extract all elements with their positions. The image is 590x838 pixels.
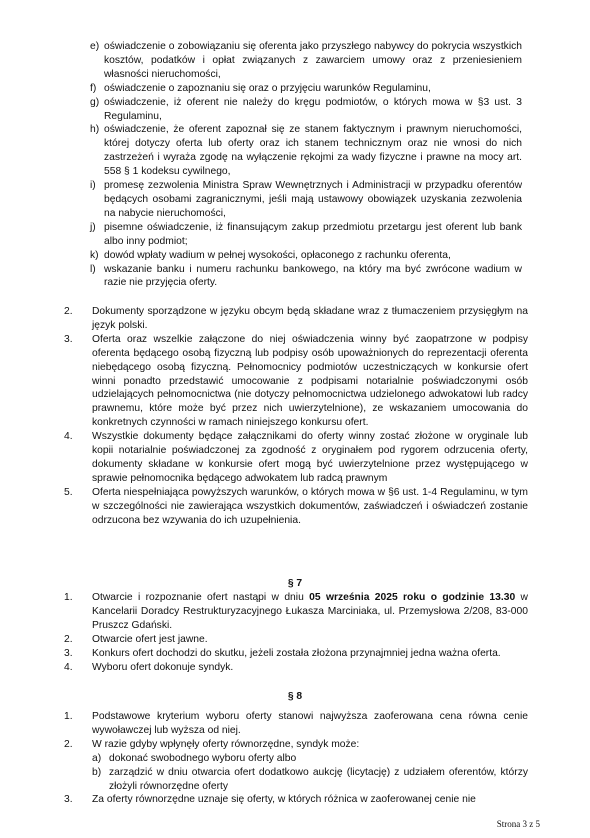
list-marker: 2. [64,738,73,750]
list-item-text: Dokumenty sporządzone w języku obcym będą składane wraz z tłumaczeniem przysięgłym na język polski. [92,306,528,331]
opening-date: 05 września 2025 roku o godzinie 13.30 [309,592,516,603]
list-item [92,752,528,766]
list-item [62,661,528,675]
list-marker: 3. [64,647,73,659]
list-item-text: Oferta oraz wszelkie załączone do niej oświadczenia winny być zaopatrzone w podpisy oferenta będącego osobą fizyczną lub podpisy osób upoważnionych do reprezentacji oferenta niebędącego osobą fizyczną. Pełnomocnicy podmiotów uczestniczących w konkursie ofert winni ponadto przedstawić umocowanie z podpisami notarialnie poświadczonymi osób udzielających pełnomocnictwa (nie dotyczy pełnomocnictwa udzielonego adwokatowi lub radcy prawnemu, które może być przez nich uwierzytelnione), ze wskazaniem umocowania do konkretnych czynności w ramach niniejszego konkursu ofert. [92,333,528,429]
list-item [62,430,528,486]
list-item-text: promesę zezwolenia Ministra Spraw Wewnętrznych i Administracji w przypadku oferentów będących osobami zagranicznymi, jeśli mają ustawowy obowiązek uzyskania zezwolenia na nabycie nieruchomości, [104,180,522,219]
list-marker: l) [90,263,96,275]
list-marker: a) [92,752,102,764]
list-item-text: oświadczenie o zobowiązaniu się oferenta jako przyszłego nabywcy do pokrycia wszystkich kosztów, podatków i opłat związanych z zawarciem umowy oraz z przeniesieniem własności nieruchomości, [104,41,522,80]
list-marker: e) [90,41,100,52]
list-item [62,486,528,528]
list-item [62,647,528,661]
list-marker: 5. [64,486,73,498]
list-item-text: wskazanie banku i numeru rachunku bankowego, na który ma być zwrócone wadium w razie nie przyjęcia oferty. [104,263,522,289]
list-item-text: w Kancelarii Doradcy Restrukturyzacyjnego Łukasza Marciniaka, ul. Przemysłowa 2/208, 83-000 Pruszcz Gdański. [92,592,528,631]
list-marker: k) [90,249,99,261]
section7-heading: § 7 [287,578,303,589]
list-marker: h) [90,124,100,136]
list-marker: 3. [64,794,73,806]
list-marker: b) [92,766,102,778]
list-item [62,710,528,738]
list-marker: 3. [64,333,73,345]
list-marker: i) [90,180,96,192]
list-item-text: W razie gdyby wpłynęły oferty równorzędne, syndyk może: [92,738,360,750]
list-item [62,793,528,807]
list-item-text: Podstawowe kryterium wyboru oferty stanowi najwyższa zaoferowana cena równa cenie wywoławczej lub wyższa od niej. [92,711,528,736]
page-number: Strona 3 z 5 [496,819,540,829]
list-marker: f) [90,82,97,94]
list-item [62,221,522,249]
list-item [62,591,528,633]
list-item [62,40,522,82]
section8-heading: § 8 [287,691,303,702]
list-item-text: Otwarcie ofert jest jawne. [92,633,208,645]
requirements-sublist [62,40,522,290]
list-marker: 1. [64,711,73,722]
list-item-text: pisemne oświadczenie, iż finansującym zakup przedmiotu przetargu jest oferent lub bank albo inny podmiot; [104,221,522,247]
list-marker: 4. [64,661,73,673]
list-item [62,263,522,291]
list-item-text: Konkurs ofert dochodzi do skutku, jeżeli została złożona przynajmniej jedna ważna oferta. [92,647,501,659]
list-item [62,123,522,179]
section6-list [62,305,528,528]
list-item [62,333,528,430]
section8-list [62,710,528,807]
list-marker: 4. [64,431,73,443]
list-item-text: dowód wpłaty wadium w pełnej wysokości, opłaconego z rachunku oferenta, [104,249,451,261]
list-item-text: dokonać swobodnego wyboru oferty albo [109,752,297,764]
list-item [62,738,528,794]
list-marker: 2. [64,306,73,317]
list-item-text: Otwarcie i rozpoznanie ofert nastąpi w dniu [92,592,310,603]
list-item-text: Wyboru ofert dokonuje syndyk. [92,661,234,673]
list-item [92,766,528,794]
list-item-text: Oferta niespełniająca powyższych warunków, o których mowa w §6 ust. 1-4 Regulaminu, w tym w szczególności nie zawierająca wszystkich dokumentów, zaświadczeń i oświadczeń zostanie odrzucona bez wzywania do ich uzupełnienia. [92,486,528,526]
list-marker: 2. [64,633,73,645]
list-item [62,82,522,96]
list-item-text: oświadczenie o zapoznaniu się oraz o przyjęciu warunków Regulaminu, [104,82,431,94]
list-marker: g) [90,96,100,108]
list-item-text: Wszystkie dokumenty będące załącznikami do oferty winny zostać złożone w oryginale lub kopii notarialnie poświadczonej za zgodność z oryginałem pod rygorem odrzucenia oferty, dokumenty składane w konkursie ofert mogą być uwierzytelnione przez występującego w sprawie pełnomocnika będącego adwokatem lub radcą prawnym [92,431,528,484]
list-item-text: Za oferty równorzędne uznaje się oferty, w których różnica w zaoferowanej cenie nie [92,794,476,806]
list-item [62,633,528,647]
list-item [62,96,522,124]
list-item-text: zarządzić w dniu otwarcia ofert dodatkowo aukcję (licytację) z udziałem oferentów, którzy złożyli równorzędne oferty [109,766,528,792]
list-item [62,179,522,221]
list-item [62,249,522,263]
tie-options-sublist [92,752,528,794]
list-item-text: oświadczenie, iż oferent nie należy do kręgu podmiotów, o których mowa w §3 ust. 3 Regulaminu, [104,96,522,122]
section7-list [62,591,528,674]
list-marker: 1. [64,592,73,603]
list-item [62,305,528,333]
list-item-text: oświadczenie, że oferent zapoznał się ze stanem faktycznym i prawnym nieruchomości, której dotyczy oferta lub oferty oraz ich stanem technicznym oraz nie wnosi do nich zastrzeżeń i wyraża zgodę na wyłączenie rękojmi za wady fizyczne i prawne na mocy art. 558 § 1 kodeksu cywilnego, [104,124,522,178]
list-marker: j) [90,221,96,233]
